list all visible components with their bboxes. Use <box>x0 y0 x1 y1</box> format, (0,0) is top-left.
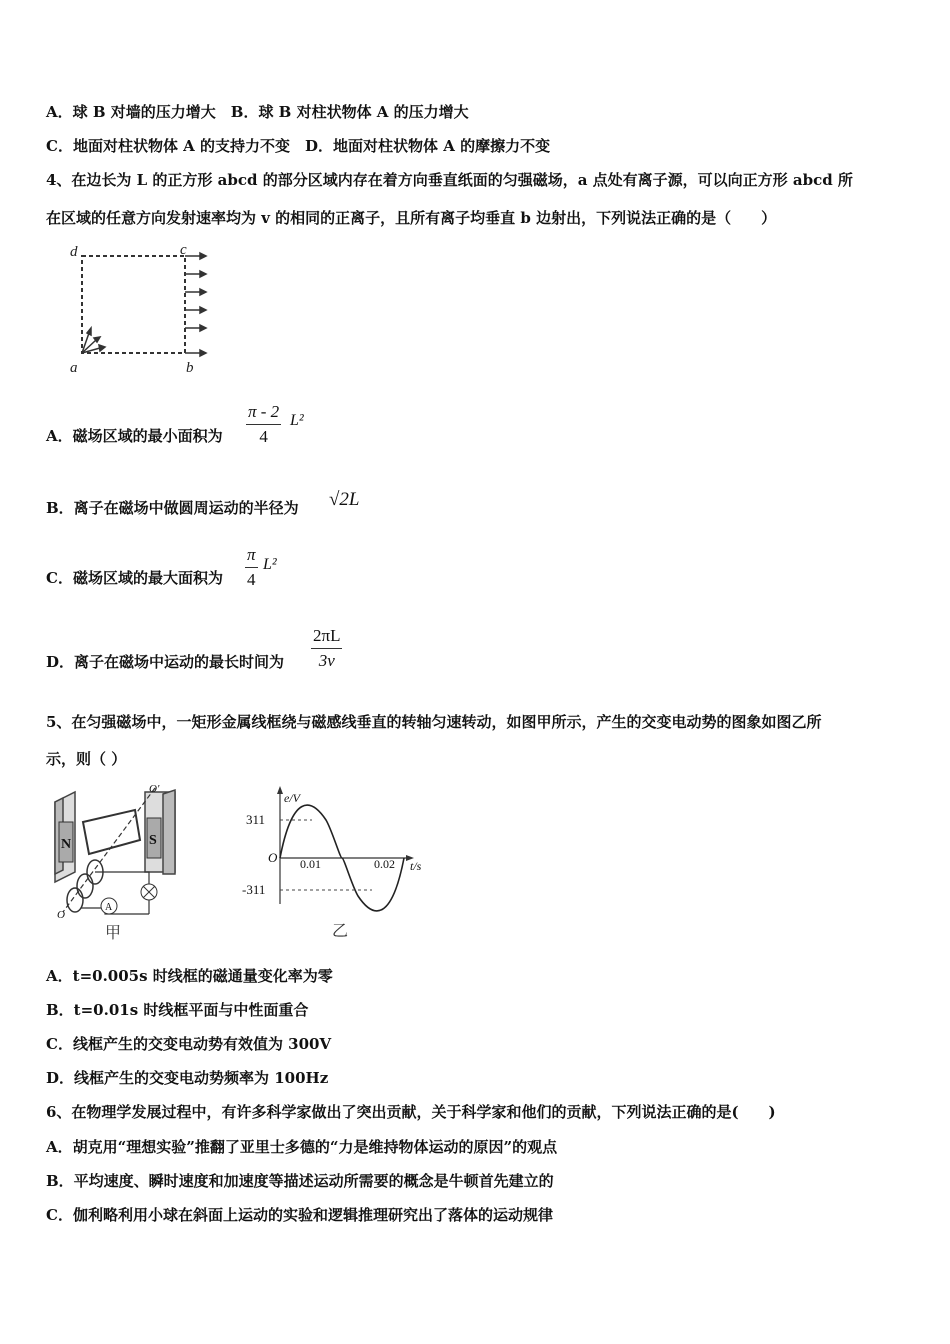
x-axis-label: t/s <box>410 859 422 873</box>
q4-option-d-fraction <box>311 626 342 671</box>
x-tick-2: 0.02 <box>374 857 395 871</box>
q4-option-c: C．磁场区域的最大面积为 <box>46 569 223 587</box>
caption-jia: 甲 <box>105 925 122 942</box>
q4-stem-line1: 4、在边长为 L 的正方形 abcd 的部分区域内存在着方向垂直纸面的匀强磁场，a 点处有离子源，可以向正方形 abcd 所 <box>46 171 853 189</box>
q5-figure-jia-generator <box>45 782 195 944</box>
exit-arrows <box>185 253 206 356</box>
origin-label: O <box>268 850 278 865</box>
q5-option-b: B．t=0.01s 时线框平面与中性面重合 <box>46 1001 309 1019</box>
q3-options-cd: C．地面对柱状物体 A 的支持力不变 D．地面对柱状物体 A 的摩擦力不变 <box>46 137 551 155</box>
x-tick-1: 0.01 <box>300 857 321 871</box>
q5-stem-line2: 示，则（ ） <box>46 750 127 768</box>
fraction-denominator: 4 <box>247 570 256 589</box>
q3-options-ab: A．球 B 对墙的压力增大 B．球 B 对柱状物体 A 的压力增大 <box>46 103 469 121</box>
q5-figure-yi-emf-graph <box>240 782 440 944</box>
q4-option-b-expr: √2L <box>329 489 360 510</box>
fraction-numerator: 2πL <box>311 626 342 649</box>
y-min-label: -311 <box>242 882 266 897</box>
fraction-numerator: π <box>245 545 258 568</box>
y-axis-label: e/V <box>284 791 300 805</box>
pole-s-label: S <box>149 833 157 848</box>
pole-n-label: N <box>61 837 72 852</box>
q4-option-c-tail: L² <box>263 556 277 573</box>
q5-option-c: C．线框产生的交变电动势有效值为 300V <box>46 1035 332 1053</box>
q6-option-b: B．平均速度、瞬时速度和加速度等描述运动所需要的概念是牛顿首先建立的 <box>46 1172 554 1190</box>
q5-option-d: D．线框产生的交变电动势频率为 100Hz <box>46 1069 329 1087</box>
q6-stem: 6、在物理学发展过程中，有许多科学家做出了突出贡献，关于科学家和他们的贡献，下列说法正确的是( ) <box>46 1103 776 1121</box>
q6-option-a: A．胡克用“理想实验”推翻了亚里士多德的“力是维持物体运动的原因”的观点 <box>46 1138 558 1156</box>
label-a: a <box>70 360 78 375</box>
q4-option-d: D．离子在磁场中运动的最长时间为 <box>46 653 285 671</box>
q4-option-c-fraction <box>245 545 258 590</box>
fraction-denominator: 4 <box>259 427 268 446</box>
q4-option-a-tail: L² <box>290 412 304 429</box>
label-d: d <box>70 244 78 260</box>
ammeter-label: A <box>105 902 113 913</box>
q4-option-a: A．磁场区域的最小面积为 <box>46 427 223 445</box>
label-c: c <box>180 242 187 258</box>
q4-stem-line2: 在区域的任意方向发射速率均为 v 的相同的正离子，且所有离子均垂直 b 边射出，下列说法正确的是（ ） <box>46 209 777 227</box>
q4-option-b: B．离子在磁场中做圆周运动的半径为 <box>46 499 299 517</box>
axis-label-top: O' <box>149 783 160 795</box>
q4-square-figure <box>60 240 230 375</box>
q5-stem-line1: 5、在匀强磁场中，一矩形金属线框绕与磁感线垂直的转轴匀速转动，如图甲所示，产生的交变电动势的图象如图乙所 <box>46 713 822 731</box>
fraction-denominator: 3v <box>318 651 335 670</box>
ion-source-arrows <box>82 328 105 353</box>
q5-option-a: A．t=0.005s 时线框的磁通量变化率为零 <box>46 967 333 985</box>
q6-option-c: C．伽利略利用小球在斜面上运动的实验和逻辑推理研究出了落体的运动规律 <box>46 1206 553 1224</box>
axis-label-bottom: O <box>57 909 65 921</box>
label-b: b <box>186 360 194 375</box>
caption-yi: 乙 <box>332 923 349 940</box>
fraction-numerator: π - 2 <box>246 402 281 425</box>
q4-option-a-fraction <box>246 402 281 447</box>
y-max-label: 311 <box>246 812 266 827</box>
